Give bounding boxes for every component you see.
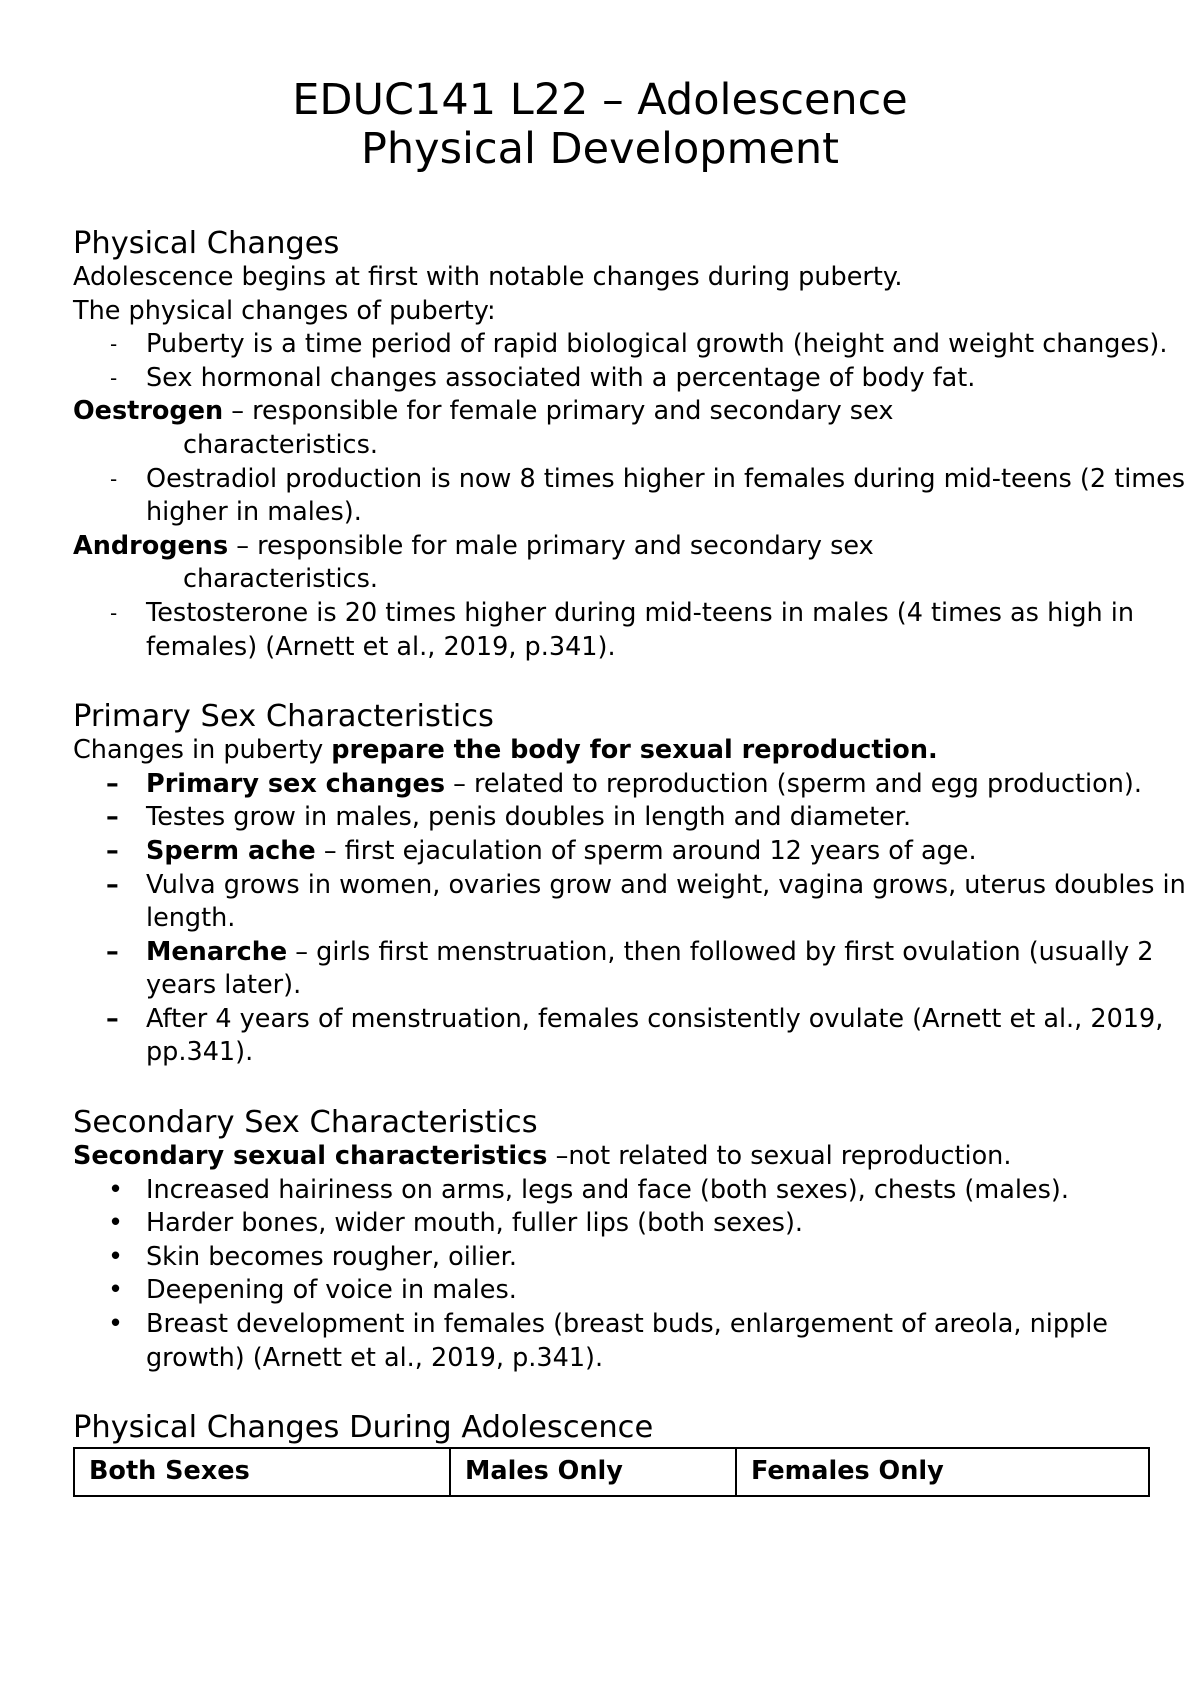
bullet-marker: •	[108, 1275, 124, 1306]
emdash-marker: –	[106, 936, 119, 967]
list-item	[73, 768, 1200, 802]
androgens-definition	[73, 530, 1200, 564]
title-line-2: Physical Development	[360, 124, 840, 174]
list-item-text: – first ejaculation of sperm around 12 years of age.	[315, 835, 977, 866]
oestrogen-term: Oestrogen	[73, 396, 224, 427]
heading-primary-sex-characteristics: Primary Sex Characteristics	[73, 699, 494, 735]
paragraph: The physical changes of puberty:	[73, 295, 496, 326]
bullet-marker: •	[108, 1241, 124, 1272]
definition-text: – responsible for male primary and secondary sex	[228, 530, 874, 561]
dash-marker: -	[110, 600, 118, 625]
list-item-text: Skin becomes rougher, oilier.	[146, 1241, 517, 1272]
emdash-marker: –	[106, 768, 119, 799]
list-item	[73, 1207, 1200, 1241]
list-item-text: – girls first menstruation, then followed by first ovulation (usually 2 years later).	[146, 936, 1154, 1001]
intro-text: –not related to sexual reproduction.	[547, 1141, 1012, 1172]
list-item	[73, 1003, 1200, 1070]
list-item-term: Sperm ache	[146, 835, 316, 866]
definition-continuation: characteristics.	[183, 429, 378, 460]
physical-changes-table	[73, 1447, 1150, 1497]
definition-text: – responsible for female primary and secondary sex	[223, 396, 894, 427]
column-header-females-only: Females Only	[736, 1448, 1149, 1496]
list-item	[73, 835, 1200, 869]
list-item	[73, 801, 1200, 835]
heading-physical-changes-during-adolescence: Physical Changes During Adolescence	[73, 1410, 654, 1446]
intro-bold-text: prepare the body for sexual reproduction.	[331, 735, 938, 766]
primary-list	[73, 768, 1200, 1070]
list-item	[73, 1308, 1200, 1375]
list-item-text: Puberty is a time period of rapid biological growth (height and weight changes).	[146, 329, 1168, 360]
dash-marker: -	[110, 332, 118, 357]
list-item	[73, 463, 1200, 530]
list-item-text: Sex hormonal changes associated with a percentage of body fat.	[146, 362, 976, 393]
definition-continuation: characteristics.	[183, 564, 378, 595]
list-item	[73, 1274, 1200, 1308]
androgens-list	[73, 597, 1200, 664]
intro-text: Changes in puberty	[73, 735, 332, 766]
list-item-text: Testes grow in males, penis doubles in length and diameter.	[146, 802, 912, 833]
list-item-term: Primary sex changes	[146, 768, 446, 799]
paragraph	[73, 734, 1200, 768]
list-item-text: Increased hairiness on arms, legs and face (both sexes), chests (males).	[146, 1174, 1069, 1205]
list-item-term: Menarche	[146, 936, 288, 967]
list-item-text: Vulva grows in women, ovaries grow and weight, vagina grows, uterus doubles in length.	[146, 869, 1186, 934]
heading-physical-changes: Physical Changes	[73, 226, 340, 261]
dash-marker: -	[110, 466, 118, 491]
list-item	[73, 597, 1200, 664]
list-item	[73, 869, 1200, 936]
title-line-1: EDUC141 L22 – Adolescence	[292, 75, 908, 125]
list-item	[73, 328, 1200, 362]
oestrogen-definition	[73, 395, 1200, 429]
emdash-marker: –	[106, 802, 119, 833]
emdash-marker: –	[106, 1003, 119, 1034]
bullet-marker: •	[108, 1174, 124, 1205]
column-header-both-sexes: Both Sexes	[74, 1448, 450, 1496]
table-header-row	[74, 1448, 1149, 1496]
bullet-marker: •	[108, 1309, 124, 1340]
column-header-males-only: Males Only	[450, 1448, 736, 1496]
paragraph	[73, 1140, 1200, 1174]
bullet-marker: •	[108, 1208, 124, 1239]
list-item	[73, 1174, 1200, 1208]
heading-secondary-sex-characteristics: Secondary Sex Characteristics	[73, 1105, 538, 1141]
list-item-text: – related to reproduction (sperm and egg production).	[445, 768, 1142, 799]
list-item-text: Oestradiol production is now 8 times higher in females during mid-teens (2 times higher in males).	[146, 463, 1186, 528]
emdash-marker: –	[106, 835, 119, 866]
list-item-text: Deepening of voice in males.	[146, 1275, 517, 1306]
list-item-text: Testosterone is 20 times higher during mid-teens in males (4 times as high in females) (Arnett et al., 2019, p.341).	[146, 597, 1135, 662]
emdash-marker: –	[106, 869, 119, 900]
puberty-list	[73, 328, 1200, 395]
list-item	[73, 362, 1200, 396]
oestrogen-list	[73, 463, 1200, 530]
document-title	[73, 76, 1127, 174]
androgens-term: Androgens	[73, 530, 229, 561]
list-item	[73, 1241, 1200, 1275]
paragraph: Adolescence begins at first with notable changes during puberty.	[73, 262, 903, 292]
list-item	[73, 936, 1200, 1003]
intro-bold-text: Secondary sexual characteristics	[73, 1141, 548, 1172]
list-item-text: Harder bones, wider mouth, fuller lips (both sexes).	[146, 1208, 804, 1239]
dash-marker: -	[110, 365, 118, 390]
list-item-text: After 4 years of menstruation, females consistently ovulate (Arnett et al., 2019, pp.341).	[146, 1003, 1164, 1068]
list-item-text: Breast development in females (breast buds, enlargement of areola, nipple growth) (Arnett et al., 2019, p.341).	[146, 1309, 1108, 1373]
secondary-list	[73, 1174, 1200, 1376]
